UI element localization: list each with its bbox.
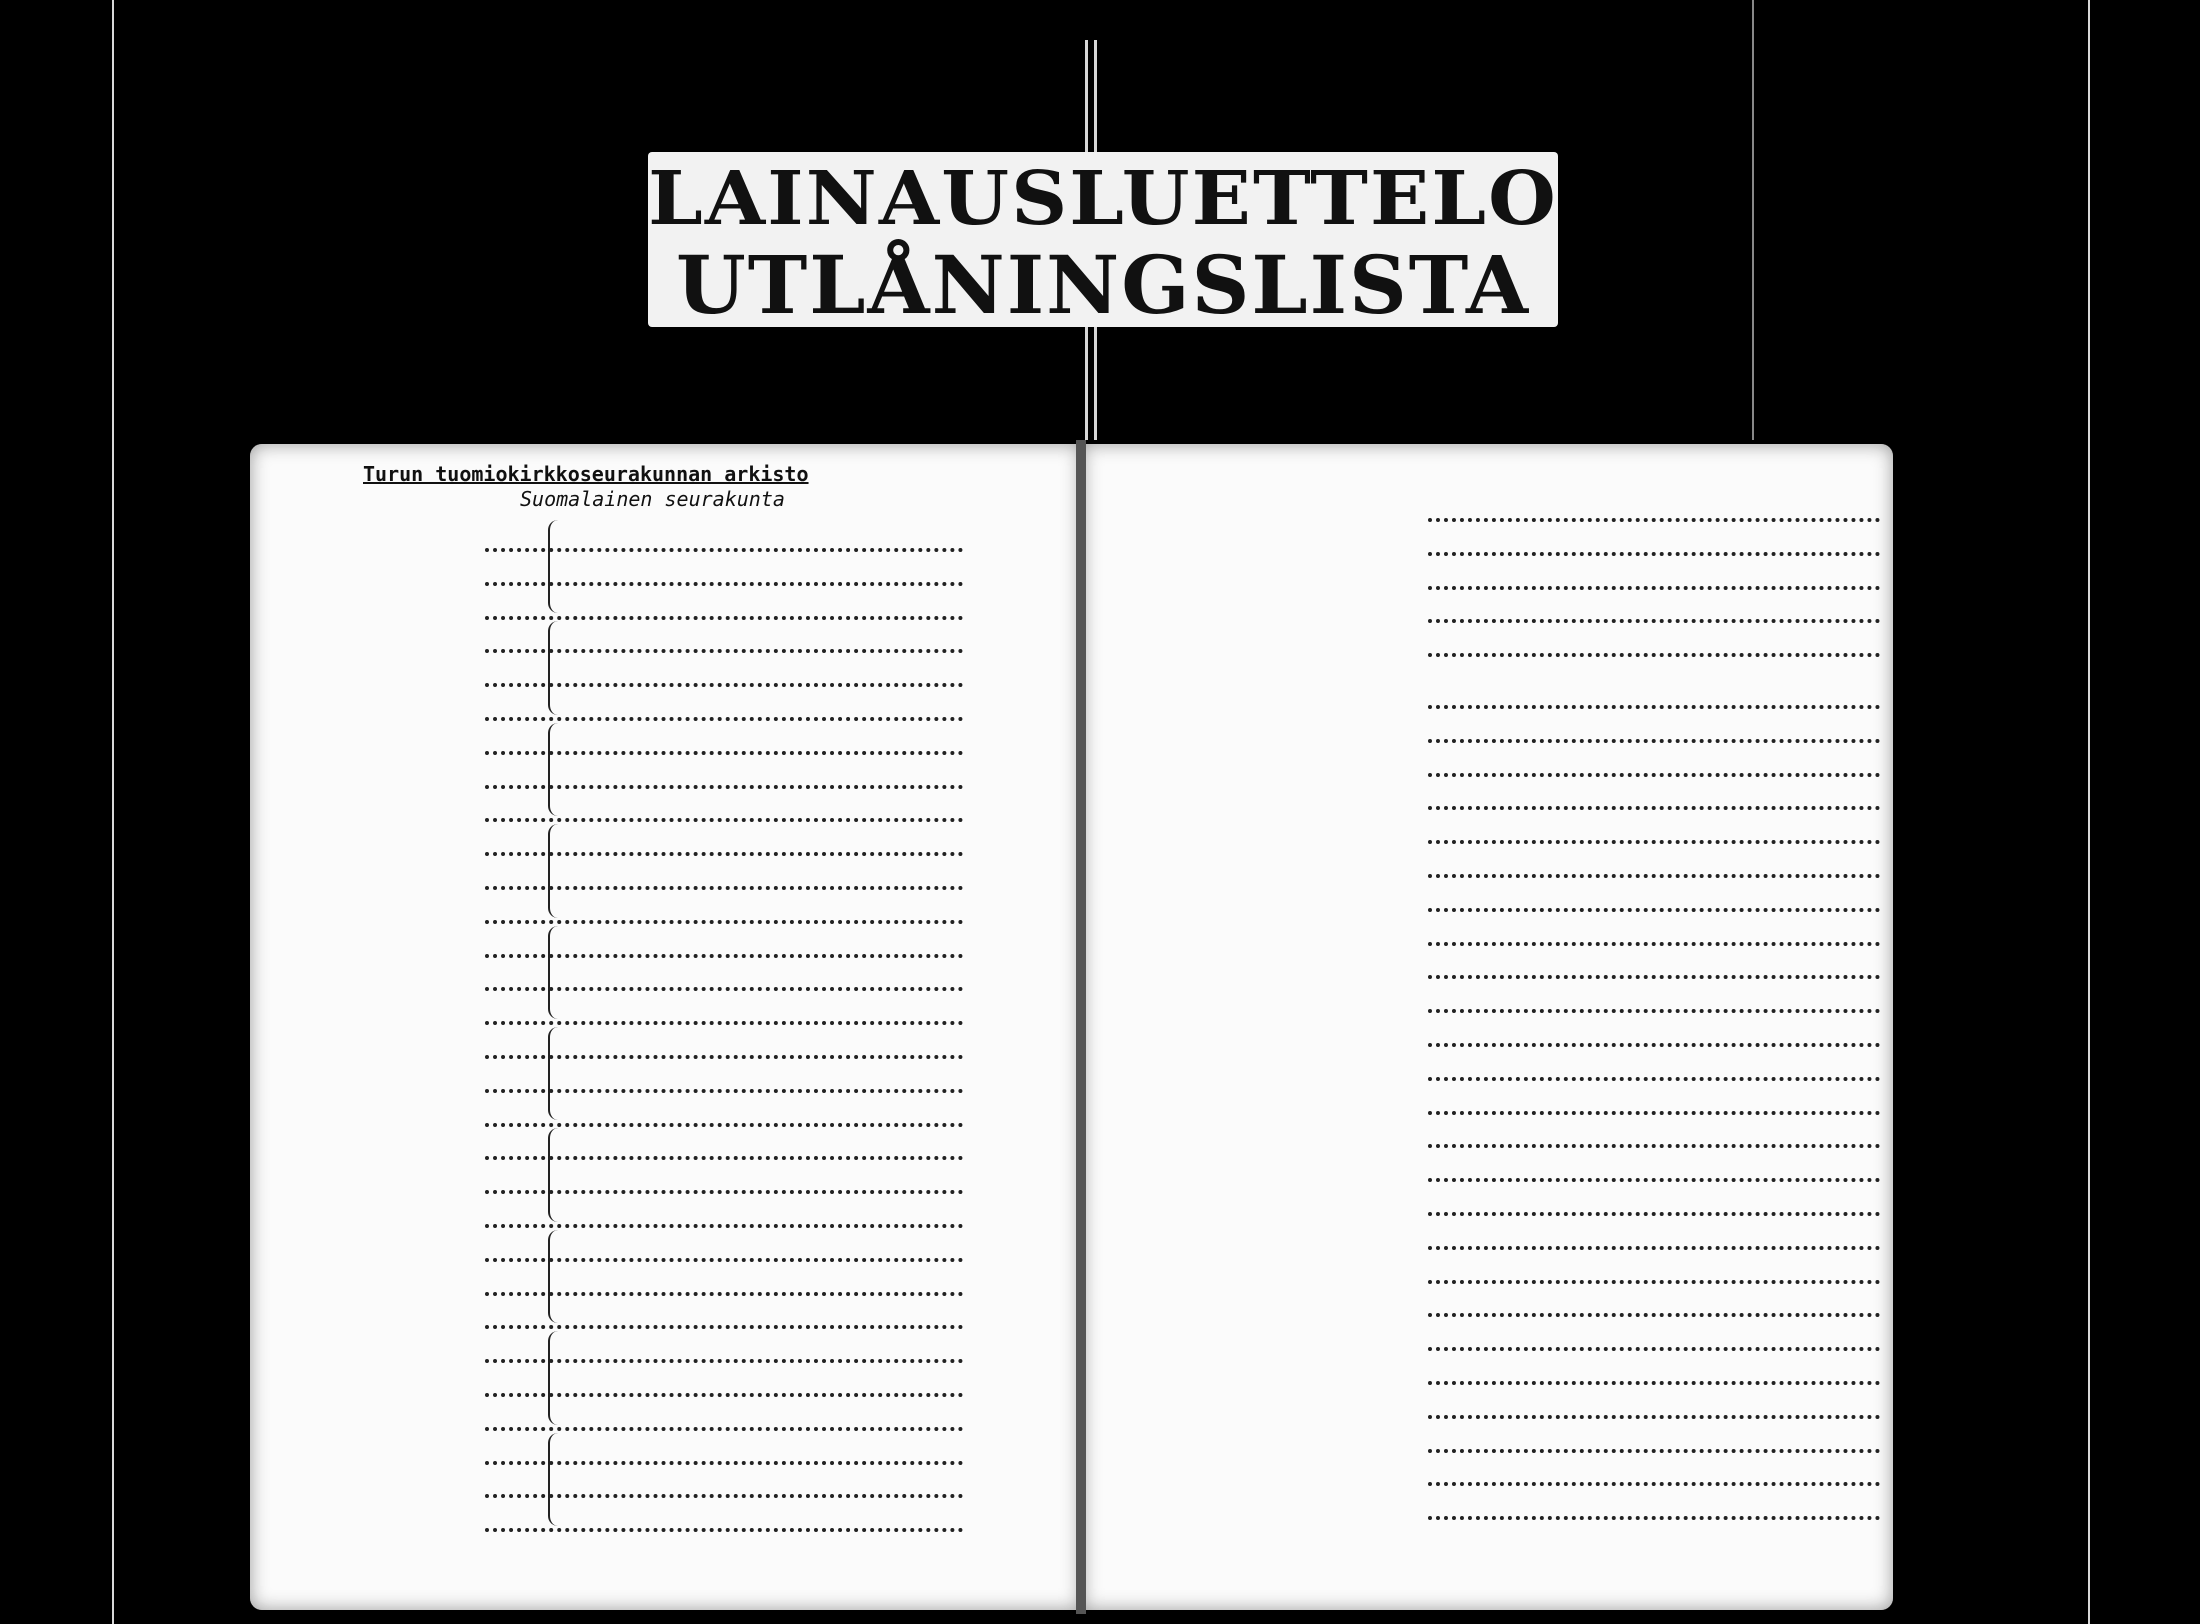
dotted-leader <box>1428 586 1880 590</box>
dotted-leader <box>1428 975 1880 979</box>
dotted-leader <box>1428 1212 1880 1216</box>
dotted-leader <box>485 818 963 822</box>
dotted-leader <box>1428 1009 1880 1013</box>
dotted-leader <box>1428 705 1880 709</box>
dotted-leader <box>1428 1449 1880 1453</box>
dotted-leader <box>1428 773 1880 777</box>
film-edge-line <box>2088 0 2090 1624</box>
left-page-subtitle: Suomalainen seurakunta <box>520 487 785 511</box>
dotted-leader <box>1428 1482 1880 1486</box>
dotted-leader <box>1428 942 1880 946</box>
group-brace <box>548 723 558 816</box>
dotted-leader <box>485 1224 963 1228</box>
dotted-leader <box>1428 1415 1880 1419</box>
group-brace <box>548 1433 558 1526</box>
dotted-leader <box>1428 1381 1880 1385</box>
dotted-leader <box>1428 1280 1880 1284</box>
dotted-leader <box>485 1393 963 1397</box>
dotted-leader <box>485 1089 963 1093</box>
dotted-leader <box>1428 518 1880 522</box>
left-page-title: Turun tuomiokirkkoseurakunnan arkisto <box>363 462 809 486</box>
dotted-leader <box>1428 874 1880 878</box>
film-edge-line <box>112 0 114 1624</box>
dotted-leader <box>1428 653 1880 657</box>
group-brace <box>548 621 558 714</box>
dotted-leader <box>485 1325 963 1329</box>
dotted-leader <box>1428 739 1880 743</box>
dotted-leader <box>485 1123 963 1127</box>
dotted-leader <box>1428 806 1880 810</box>
dotted-leader <box>1428 1313 1880 1317</box>
dotted-leader <box>485 785 963 789</box>
dotted-leader <box>1428 1178 1880 1182</box>
banner-title-swedish: UTLÅNINGSLISTA <box>675 238 1531 332</box>
dotted-leader <box>1428 1144 1880 1148</box>
dotted-leader <box>1428 1043 1880 1047</box>
film-edge-line <box>1752 0 1754 440</box>
dotted-leader <box>1428 1077 1880 1081</box>
dotted-leader <box>1428 1246 1880 1250</box>
dotted-leader <box>485 987 963 991</box>
dotted-leader <box>485 582 963 586</box>
group-brace <box>548 520 558 613</box>
dotted-leader <box>485 1494 963 1498</box>
dotted-leader <box>1428 619 1880 623</box>
dotted-leader <box>1428 1516 1880 1520</box>
dotted-leader <box>1428 840 1880 844</box>
dotted-leader <box>485 1021 963 1025</box>
banner-title-finnish: LAINAUSLUETTELO <box>648 156 1558 242</box>
group-brace <box>548 824 558 917</box>
group-brace <box>548 1027 558 1120</box>
book-gutter <box>1076 440 1086 1614</box>
dotted-leader <box>1428 1347 1880 1351</box>
dotted-leader <box>485 616 963 620</box>
dotted-leader <box>485 1292 963 1296</box>
dotted-leader <box>485 1528 963 1532</box>
dotted-leader <box>1428 552 1880 556</box>
dotted-leader <box>1428 908 1880 912</box>
group-brace <box>548 926 558 1019</box>
dotted-leader <box>485 1427 963 1431</box>
dotted-leader <box>485 920 963 924</box>
group-brace <box>548 1128 558 1221</box>
dotted-leader <box>485 886 963 890</box>
title-banner <box>648 152 1558 332</box>
group-brace <box>548 1230 558 1323</box>
group-brace <box>548 1331 558 1424</box>
dotted-leader <box>485 717 963 721</box>
dotted-leader <box>485 1190 963 1194</box>
dotted-leader <box>485 683 963 687</box>
dotted-leader <box>1428 1111 1880 1115</box>
